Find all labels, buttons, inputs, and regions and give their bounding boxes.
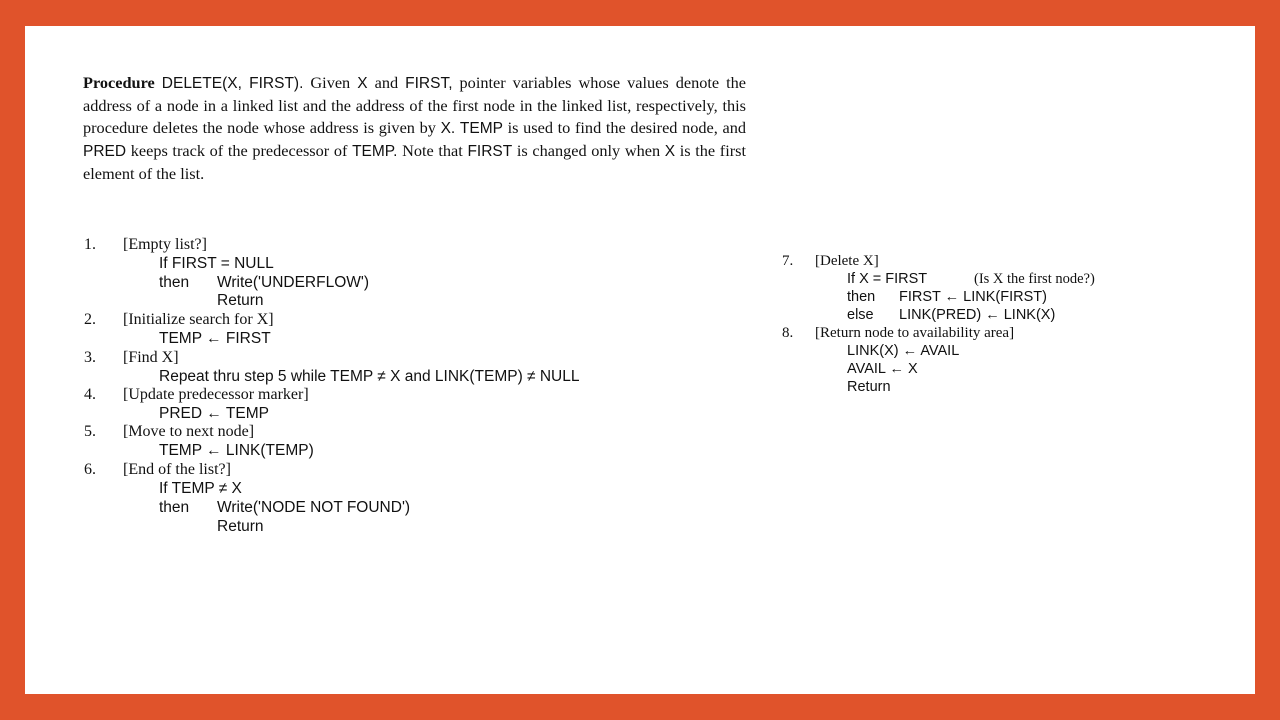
step-heading: [Find X] xyxy=(123,349,179,366)
intro-var: TEMP xyxy=(459,120,503,137)
step-heading: [Delete X] xyxy=(815,253,879,269)
step-number: 1. xyxy=(84,236,96,253)
step-heading: [Empty list?] xyxy=(123,236,207,253)
intro-text: Given xyxy=(303,73,358,92)
step-heading: [End of the list?] xyxy=(123,461,231,478)
step-line: Repeat thru step 5 while TEMP ≠ X and LINK(TEMP) ≠ NULL xyxy=(159,368,580,385)
step-comment: (Is X the first node?) xyxy=(974,271,1095,287)
step-keyword-else: else xyxy=(847,307,874,323)
step-line: PRED ← TEMP xyxy=(159,405,269,422)
intro-var: TEMP. xyxy=(352,143,398,160)
intro-text: is changed only when xyxy=(512,141,665,160)
step-keyword-then: then xyxy=(159,274,190,291)
intro-var: PRED xyxy=(83,143,127,160)
procedure-keyword: Procedure xyxy=(83,73,155,92)
step-line: TEMP ← FIRST xyxy=(159,330,271,347)
step-heading: [Initialize search for X] xyxy=(123,311,274,328)
step-line: Return xyxy=(217,518,264,535)
intro-text: and xyxy=(367,73,406,92)
step-number: 2. xyxy=(84,311,96,328)
step-keyword-then: then xyxy=(847,289,876,305)
step-line: Write('UNDERFLOW') xyxy=(217,274,370,291)
procedure-description xyxy=(83,72,746,185)
procedure-name: DELETE(X, FIRST). xyxy=(161,75,304,92)
step-number: 5. xyxy=(84,423,96,440)
step-number: 8. xyxy=(782,325,794,341)
step-heading: [Move to next node] xyxy=(123,423,255,440)
intro-var: X. xyxy=(440,120,456,137)
step-line: LINK(X) ← AVAIL xyxy=(847,343,960,359)
step-heading: [Return node to availability area] xyxy=(815,325,1015,341)
step-line: If TEMP ≠ X xyxy=(159,480,242,497)
step-line: If X = FIRST xyxy=(847,271,928,287)
step-number: 4. xyxy=(84,386,96,403)
step-line: LINK(PRED) ← LINK(X) xyxy=(899,307,1056,323)
intro-var: FIRST xyxy=(467,143,513,160)
step-number: 3. xyxy=(84,349,96,366)
step-number: 7. xyxy=(782,253,794,269)
intro-var: FIRST, xyxy=(405,75,453,92)
step-line: Return xyxy=(847,379,891,395)
intro-var: X xyxy=(664,143,676,160)
intro-var: X xyxy=(357,75,368,92)
step-line: FIRST ← LINK(FIRST) xyxy=(899,289,1047,305)
step-line: Return xyxy=(217,292,264,309)
step-number: 6. xyxy=(84,461,96,478)
step-line: TEMP ← LINK(TEMP) xyxy=(159,442,314,459)
intro-text: is used to find the desired node, and xyxy=(502,118,746,137)
step-keyword-then: then xyxy=(159,499,190,516)
intro-text: is the first element of the list. xyxy=(83,141,747,183)
intro-text: keeps track of the predecessor of xyxy=(126,141,353,160)
step-line: If FIRST = NULL xyxy=(159,255,274,272)
slide xyxy=(25,26,1255,694)
step-line: Write('NODE NOT FOUND') xyxy=(217,499,411,516)
step-heading: [Update predecessor marker] xyxy=(123,386,309,403)
step-line: AVAIL ← X xyxy=(847,361,918,377)
intro-text: Note that xyxy=(397,141,468,160)
intro-text: pointer variables whose values denote the address of a node in a linked list and the address of the first node in the linked list, respectively, this procedure deletes the node whose address is given by xyxy=(83,73,747,137)
